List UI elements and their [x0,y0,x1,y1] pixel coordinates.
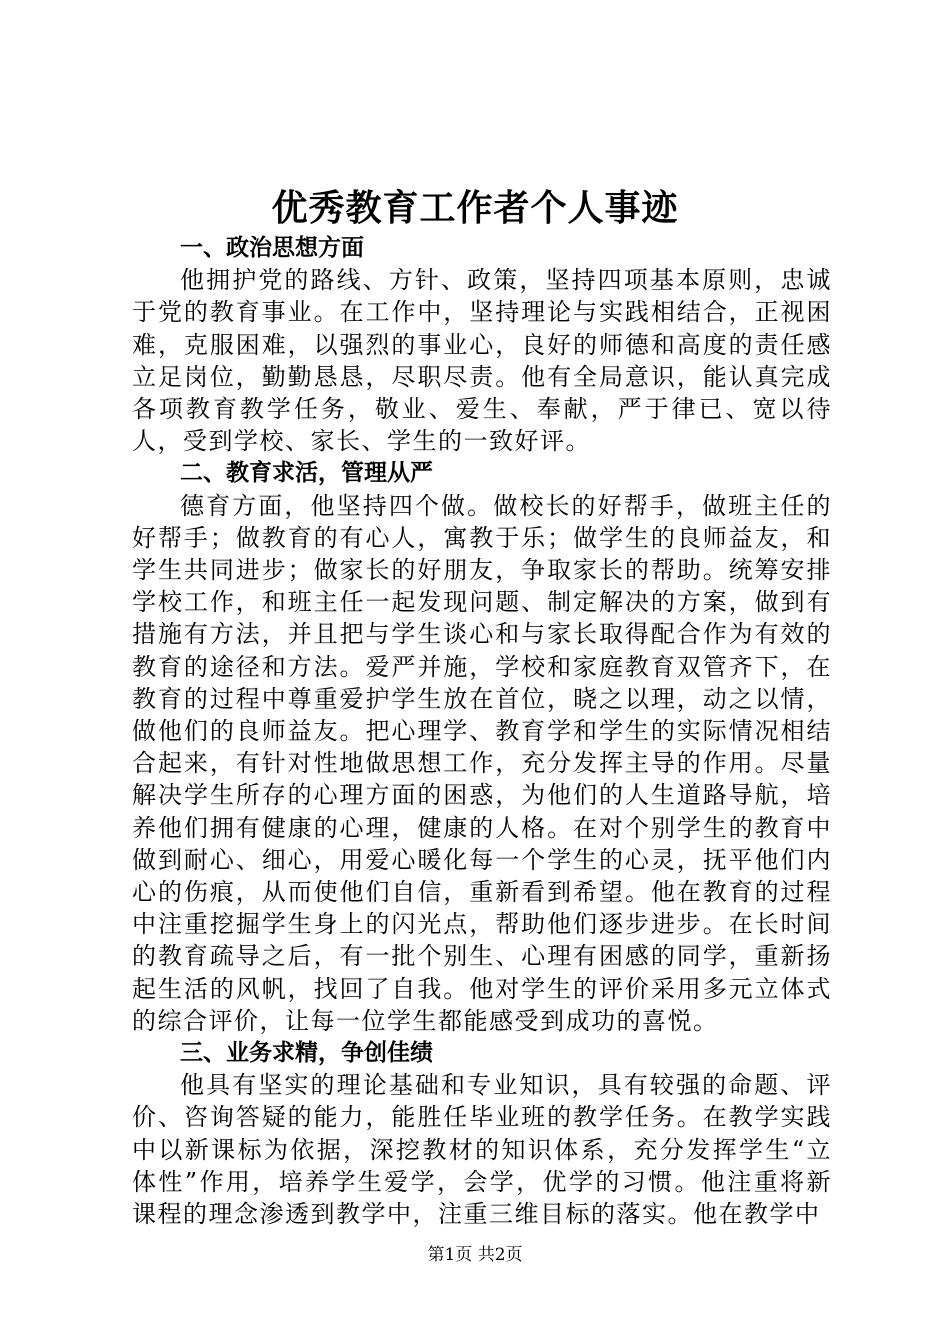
section-heading-3: 三、业务求精，争创佳绩 [180,1040,433,1067]
section-paragraph-2: 德育方面，他坚持四个做。做校长的好帮手，做班主任的好帮手；做教育的有心人，寓教于乐；做学生的良师益友，和学生共同进步；做家长的好朋友，争取家长的帮助。统筹安排学校工作，和班主任一起发现问题、制定解决的方案，做到有措施有方法，并且把与学生谈心和与家长取得配合作为有效的教育的途径和方法。爱严并施，学校和家庭教育双管齐下，在教育的过程中尊重爱护学生放在首位，晓之以理，动之以情，做他们的良师益友。把心理学、教育学和学生的实际情况相结合起来，有针对性地做思想工作，充分发挥主导的作用。尽量解决学生所存的心理方面的困惑，为他们的人生道路导航，培养他们拥有健康的心理，健康的人格。在对个别学生的教育中做到耐心、细心，用爱心暖化每一个学生的心灵，抚平他们内心的伤痕，从而使他们自信，重新看到希望。他在教育的过程中注重挖掘学生身上的闪光点，帮助他们逐步进步。在长时间的教育疏导之后，有一批个别生、心理有困感的同学，重新扬起生活的风帆，找回了自我。他对学生的评价采用多元立体式的综合评价，让每一位学生都能感受到成功的喜悦。 [132,491,832,1035]
document-body [132,232,832,1230]
page-footer: 第1页 共2页 [427,1245,523,1265]
section-paragraph-3: 他具有坚实的理论基础和专业知识，具有较强的命题、评价、咨询答疑的能力，能胜任毕业班的教学任务。在教学实践中以新课标为依据，深挖教材的知识体系，充分发挥学生“立体性”作用，培养学生爱学，会学，优学的习惯。他注重将新课程的理念渗透到教学中，注重三维目标的落实。他在教学中 [132,1071,832,1229]
document-title: 优秀教育工作者个人事迹 [271,187,679,229]
section-heading-1: 一、政治思想方面 [180,235,364,261]
section-heading-2: 二、教育求活，管理从严 [180,460,433,487]
section-paragraph-1: 他拥护党的路线、方针、政策，坚持四项基本原则，忠诚于党的教育事业。在工作中，坚持理论与实践相结合，正视困难，克服困难，以强烈的事业心，良好的师德和高度的责任感立足岗位，勤勤恳恳，尽职尽责。他有全局意识，能认真完成各项教育教学任务，敬业、爱生、奉献，严于律已、宽以待人，受到学校、家长、学生的一致好评。 [132,266,832,456]
